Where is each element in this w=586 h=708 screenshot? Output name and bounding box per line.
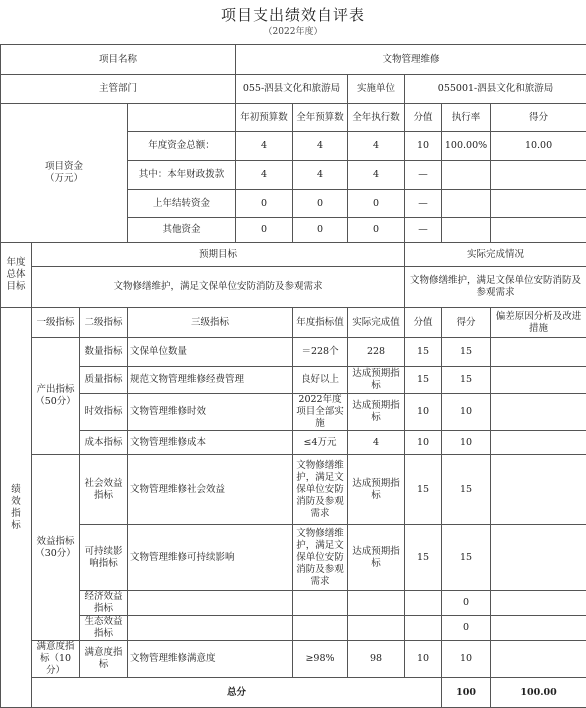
form-title: 项目支出绩效自评表 <box>0 4 586 25</box>
deviation-cell <box>491 367 586 394</box>
deviation-cell <box>491 591 586 616</box>
total-label: 总分 <box>32 678 442 708</box>
funds-cell: 10 <box>405 132 442 161</box>
actual-value: 98 <box>348 641 405 678</box>
actual-value: 4 <box>348 431 405 455</box>
score-value: 15 <box>405 455 442 525</box>
deviation-cell <box>491 641 586 678</box>
perf-header-cell: 三级指标 <box>128 308 293 338</box>
got-value: 15 <box>442 525 491 591</box>
funds-cell: 0 <box>348 218 405 243</box>
funds-cell: — <box>405 218 442 243</box>
funds-header-cell: 全年执行数 <box>348 104 405 132</box>
level3-indicator <box>128 616 293 641</box>
perf-header-cell: 分值 <box>405 308 442 338</box>
total-score: 100 <box>442 678 491 708</box>
satisfaction-indicator-group: 满意度指标（10分） <box>32 641 80 678</box>
funds-header-cell: 全年预算数 <box>293 104 348 132</box>
satisfaction-row <box>1 641 586 678</box>
deviation-cell <box>491 616 586 641</box>
level2-indicator: 数量指标 <box>80 338 128 367</box>
level2-indicator: 质量指标 <box>80 367 128 394</box>
funds-cell <box>491 161 586 190</box>
funds-cell <box>442 190 491 218</box>
target-value: 文物修缮维护，满足文保单位安防消防及参观需求 <box>293 455 348 525</box>
got-value: 0 <box>442 616 491 641</box>
output-row <box>1 338 586 367</box>
got-value: 15 <box>442 338 491 367</box>
level2-indicator: 时效指标 <box>80 394 128 431</box>
funds-header-cell: 得分 <box>491 104 586 132</box>
level3-indicator <box>128 591 293 616</box>
funds-cell: 4 <box>293 132 348 161</box>
form-year: （2022年度） <box>0 24 586 37</box>
dept-value: 055-泗县文化和旅游局 <box>236 75 348 104</box>
level2-indicator: 可持续影响指标 <box>80 525 128 591</box>
level3-indicator: 文物管理维修可持续影响 <box>128 525 293 591</box>
deviation-cell <box>491 394 586 431</box>
level2-indicator: 经济效益指标 <box>80 591 128 616</box>
funds-cell: 4 <box>348 132 405 161</box>
benefit-row <box>1 616 586 641</box>
level3-indicator: 文物管理维修时效 <box>128 394 293 431</box>
level3-indicator: 文物管理维修成本 <box>128 431 293 455</box>
deviation-cell <box>491 338 586 367</box>
perf-header-row <box>1 308 586 338</box>
funds-cell: — <box>405 161 442 190</box>
funds-row-label: 其他资金 <box>128 218 236 243</box>
score-value: 15 <box>405 367 442 394</box>
funds-header-cell: 分值 <box>405 104 442 132</box>
project-name-row <box>1 45 586 75</box>
funds-header-row <box>1 104 586 132</box>
output-indicator-group: 产出指标（50分） <box>32 338 80 455</box>
benefit-row <box>1 525 586 591</box>
deviation-cell <box>491 455 586 525</box>
actual-value: 达成预期指标 <box>348 455 405 525</box>
project-name-value: 文物管理维修 <box>236 45 586 75</box>
funds-cell: 4 <box>348 161 405 190</box>
target-value: 文物修缮维护，满足文保单位安防消防及参观需求 <box>293 525 348 591</box>
got-value: 15 <box>442 367 491 394</box>
score-value: 10 <box>405 431 442 455</box>
funds-cell: 0 <box>236 218 293 243</box>
project-name-label: 项目名称 <box>1 45 236 75</box>
benefit-row <box>1 591 586 616</box>
funds-cell: 10.00 <box>491 132 586 161</box>
actual-goal-header: 实际完成情况 <box>405 243 586 267</box>
expected-goal-header: 预期目标 <box>32 243 405 267</box>
benefit-indicator-group: 效益指标（30分） <box>32 455 80 641</box>
target-value: ＝228个 <box>293 338 348 367</box>
got-value: 10 <box>442 431 491 455</box>
funds-blank-header <box>128 104 236 132</box>
actual-value: 达成预期指标 <box>348 394 405 431</box>
got-value: 0 <box>442 591 491 616</box>
impl-unit-label: 实施单位 <box>348 75 405 104</box>
total-row <box>1 678 586 708</box>
actual-goal-text: 文物修缮维护，满足文保单位安防消防及参观需求 <box>405 267 586 308</box>
funds-cell <box>491 218 586 243</box>
annual-goal-label: 年度总体目标 <box>1 243 32 308</box>
target-value: 2022年度项目全部实施 <box>293 394 348 431</box>
target-value: ≥98% <box>293 641 348 678</box>
level2-indicator: 社会效益指标 <box>80 455 128 525</box>
perf-header-cell: 实际完成值 <box>348 308 405 338</box>
funds-row-label: 其中：本年财政拨款 <box>128 161 236 190</box>
goal-row <box>1 267 586 308</box>
funds-cell: 0 <box>293 190 348 218</box>
total-got: 100.00 <box>491 678 586 708</box>
deviation-cell <box>491 525 586 591</box>
expected-goal-text: 文物修缮维护，满足文保单位安防消防及参观需求 <box>32 267 405 308</box>
funds-cell: 100.00% <box>442 132 491 161</box>
level3-indicator: 规范文物管理维修经费管理 <box>128 367 293 394</box>
score-value: 15 <box>405 338 442 367</box>
got-value: 15 <box>442 455 491 525</box>
perf-header-cell: 得分 <box>442 308 491 338</box>
score-value <box>405 616 442 641</box>
actual-value: 达成预期指标 <box>348 525 405 591</box>
funds-header-cell: 执行率 <box>442 104 491 132</box>
actual-value <box>348 616 405 641</box>
perf-header-cell: 偏差原因分析及改进措施 <box>491 308 586 338</box>
score-value <box>405 591 442 616</box>
benefit-row <box>1 455 586 525</box>
funds-header-cell: 年初预算数 <box>236 104 293 132</box>
target-value <box>293 591 348 616</box>
impl-unit-value: 055001-泗县文化和旅游局 <box>405 75 586 104</box>
funds-cell: 4 <box>236 132 293 161</box>
target-value <box>293 616 348 641</box>
funds-cell <box>442 218 491 243</box>
level3-indicator: 文物管理维修满意度 <box>128 641 293 678</box>
funds-label <box>1 104 128 243</box>
funds-row-label: 年度资金总额： <box>128 132 236 161</box>
perf-header-cell: 年度指标值 <box>293 308 348 338</box>
actual-value: 228 <box>348 338 405 367</box>
funds-cell: 0 <box>293 218 348 243</box>
dept-row <box>1 75 586 104</box>
got-value: 10 <box>442 641 491 678</box>
evaluation-table <box>0 44 586 708</box>
funds-row-label: 上年结转资金 <box>128 190 236 218</box>
goal-header-row <box>1 243 586 267</box>
score-value: 10 <box>405 641 442 678</box>
level2-indicator: 满意度指标 <box>80 641 128 678</box>
funds-cell: 0 <box>236 190 293 218</box>
perf-header-cell: 一级指标 <box>32 308 80 338</box>
funds-cell: — <box>405 190 442 218</box>
funds-label-line1: 项目资金 <box>45 161 83 172</box>
funds-label-line2: （万元） <box>45 173 83 184</box>
target-value: 良好以上 <box>293 367 348 394</box>
level3-indicator: 文保单位数量 <box>128 338 293 367</box>
got-value: 10 <box>442 394 491 431</box>
perf-side-label: 绩 效 指 标 <box>1 308 32 708</box>
actual-value <box>348 591 405 616</box>
perf-header-cell: 二级指标 <box>80 308 128 338</box>
score-value: 15 <box>405 525 442 591</box>
actual-value: 达成预期指标 <box>348 367 405 394</box>
funds-cell: 4 <box>293 161 348 190</box>
target-value: ≤4万元 <box>293 431 348 455</box>
output-row <box>1 431 586 455</box>
funds-cell: 0 <box>348 190 405 218</box>
level2-indicator: 生态效益指标 <box>80 616 128 641</box>
level2-indicator: 成本指标 <box>80 431 128 455</box>
funds-cell <box>442 161 491 190</box>
output-row <box>1 394 586 431</box>
funds-cell <box>491 190 586 218</box>
deviation-cell <box>491 431 586 455</box>
level3-indicator: 文物管理维修社会效益 <box>128 455 293 525</box>
output-row <box>1 367 586 394</box>
dept-label: 主管部门 <box>1 75 236 104</box>
score-value: 10 <box>405 394 442 431</box>
funds-cell: 4 <box>236 161 293 190</box>
